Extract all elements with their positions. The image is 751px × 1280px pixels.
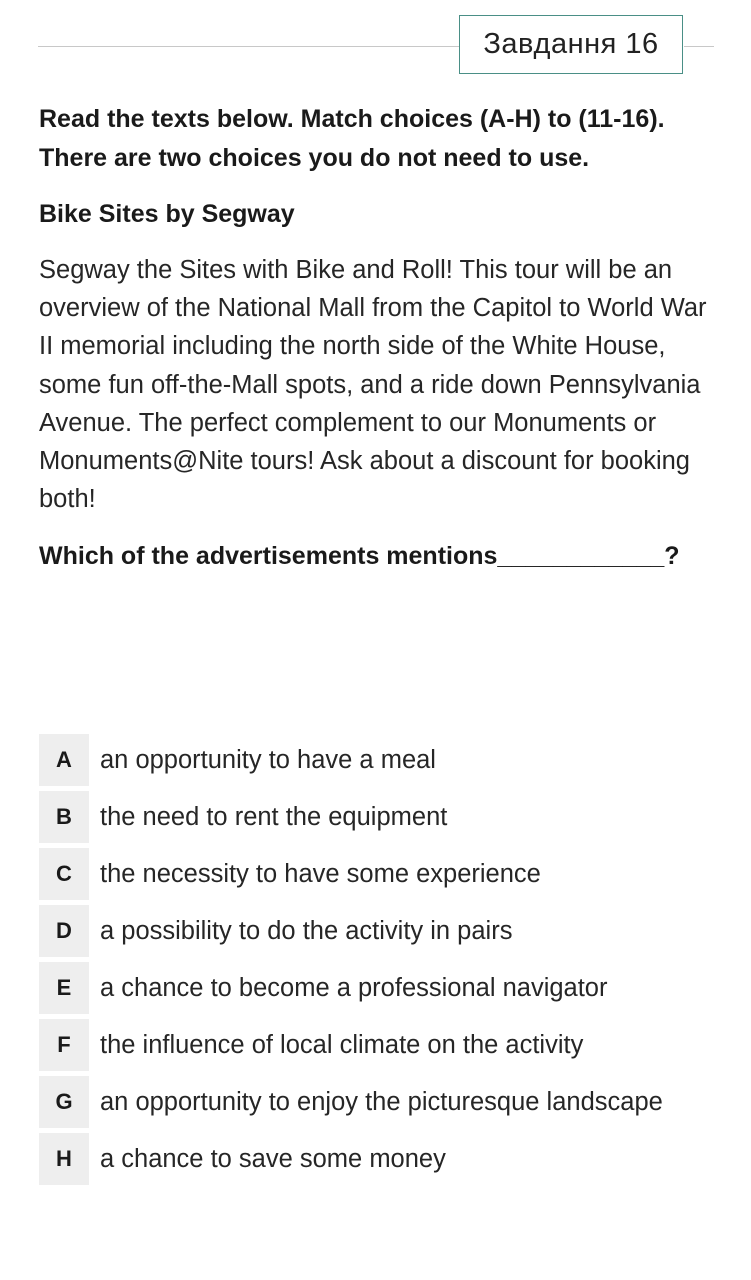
option-text: the need to rent the equipment — [100, 803, 448, 831]
option-e[interactable] — [39, 962, 729, 1014]
option-text: a possibility to do the activity in pairs — [100, 917, 513, 945]
option-text: an opportunity to enjoy the picturesque landscape — [100, 1088, 663, 1116]
option-d[interactable] — [39, 905, 729, 957]
task-content — [39, 100, 709, 576]
task-instructions: Read the texts below. Match choices (A-H) to (11-16). There are two choices you do not need to use. — [39, 105, 665, 172]
option-g[interactable] — [39, 1076, 729, 1128]
option-letter: C — [39, 848, 89, 900]
option-a[interactable] — [39, 734, 729, 786]
option-text: the influence of local climate on the activity — [100, 1031, 584, 1059]
header-divider-left — [38, 46, 460, 47]
header — [0, 0, 751, 92]
option-text: an opportunity to have a meal — [100, 746, 436, 774]
answer-options — [39, 734, 729, 1190]
text-title: Bike Sites by Segway — [39, 200, 295, 228]
option-letter: H — [39, 1133, 89, 1185]
option-f[interactable] — [39, 1019, 729, 1071]
option-letter: E — [39, 962, 89, 1014]
task-number-badge: Завдання 16 — [459, 15, 683, 74]
reading-passage: Segway the Sites with Bike and Roll! This tour will be an overview of the National Mall from the Capitol to World War II memorial including the north side of the White House, some fun off-the-Mall spots, and a ride down Pennsylvania Avenue. The perfect complement to our Monuments or Monuments@Nite tours! Ask about a discount for booking both! — [39, 256, 707, 514]
option-b[interactable] — [39, 791, 729, 843]
option-text: a chance to save some money — [100, 1145, 446, 1173]
option-letter: G — [39, 1076, 89, 1128]
option-letter: B — [39, 791, 89, 843]
header-divider-right — [684, 46, 714, 47]
option-c[interactable] — [39, 848, 729, 900]
option-letter: D — [39, 905, 89, 957]
option-text: a chance to become a professional navigator — [100, 974, 608, 1002]
option-text: the necessity to have some experience — [100, 860, 541, 888]
option-letter: A — [39, 734, 89, 786]
option-letter: F — [39, 1019, 89, 1071]
option-h[interactable] — [39, 1133, 729, 1185]
question-prompt: Which of the advertisements mentions____________? — [39, 542, 680, 571]
